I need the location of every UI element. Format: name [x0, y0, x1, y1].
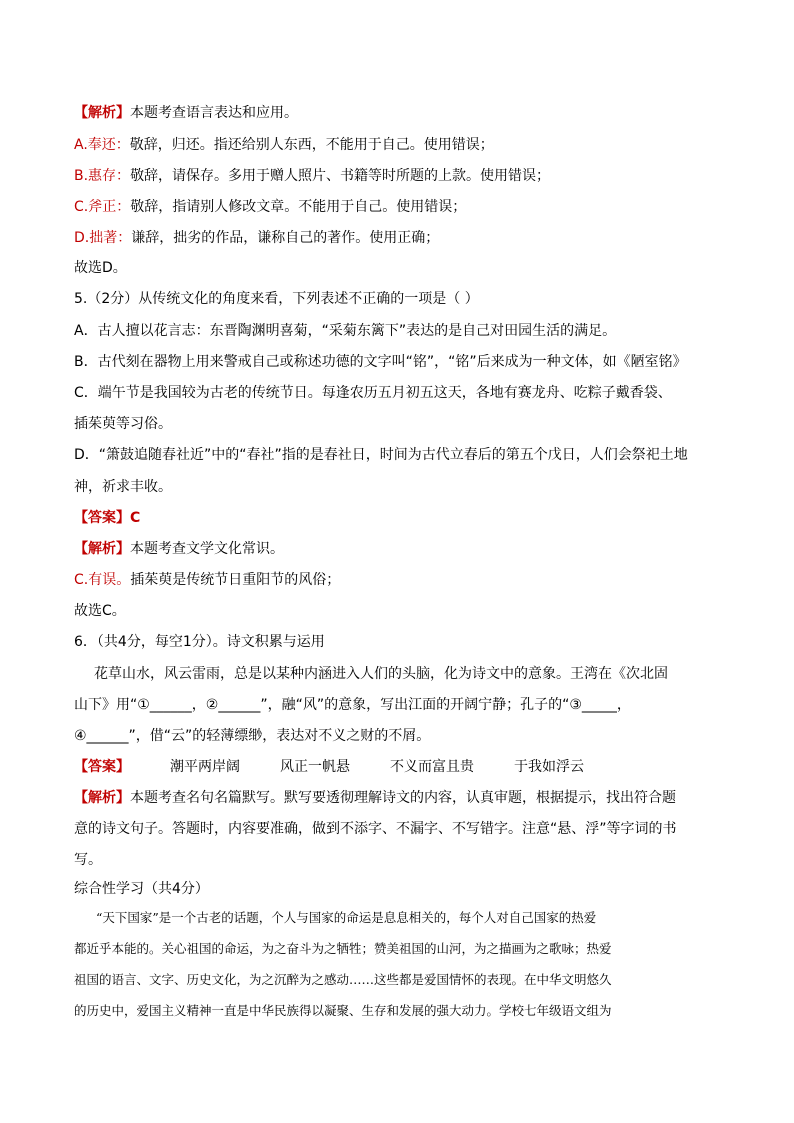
q5-option-c-cont: 插茱萸等习俗。	[74, 416, 172, 432]
q6-analysis-line	[74, 789, 676, 807]
q5-option-d: D．“箫鼓追随春社近”中的“春社”指的是春社日，时间为古代立春后的第五个戊日，人们会祭祀土地	[74, 447, 688, 463]
analysis-item-text: 插茱萸是传统节日重阳节的风俗；	[130, 572, 341, 588]
analysis-item-key: A.奉还：	[74, 137, 130, 153]
answer-tag: 【答案】	[74, 759, 130, 775]
section-heading: 综合性学习（共4分）	[74, 881, 209, 897]
essay-line: “天下国家”是一个古老的话题，个人与国家的命运是息息相关的，每个人对自己国家的热爱	[96, 910, 597, 925]
analysis-item-text: 敬辞，请保存。多用于赠人照片、书籍等时所题的上款。使用错误；	[130, 168, 551, 184]
analysis-conclusion: 故选D。	[74, 260, 127, 276]
analysis-1-line	[74, 104, 298, 122]
answer-value: C	[130, 510, 141, 526]
analysis-item-d	[74, 229, 439, 247]
q6-passage-line: 花草山水，风云雷雨，总是以某种内涵进入人们的头脑，化为诗文中的意象。王湾在《次北固	[94, 666, 668, 682]
q6-passage-line: 山下》用“①______，②______”，融“风”的意象，写出江面的开阔宁静；孔子的“③_____，	[74, 697, 631, 713]
analysis-item-c	[74, 198, 466, 216]
analysis-tag: 【解析】	[74, 105, 130, 121]
question-5-stem: 5.（2分）从传统文化的角度来看，下列表述不正确的一项是（ ）	[74, 291, 479, 307]
question-6-stem: 6．（共4分，每空1分）。诗文积累与运用	[74, 634, 325, 650]
analysis-tag: 【解析】	[74, 790, 130, 806]
analysis-intro: 本题考查文学文化常识。	[130, 541, 284, 557]
analysis-item-a	[74, 136, 494, 154]
answer-item: 于我如浮云	[514, 759, 584, 775]
q6-analysis-cont: 意的诗文句子。答题时，内容要准确，做到不添字、不漏字、不写错字。注意“悬、浮”等字词的书	[74, 821, 677, 837]
analysis-item-key: C.斧正：	[74, 199, 131, 215]
essay-line: 都近乎本能的。关心祖国的命运，为之奋斗为之牺牲；赞美祖国的山河，为之描画为之歌咏；热爱	[74, 941, 612, 956]
analysis-item-text: 敬辞，指请别人修改文章。不能用于自己。使用错误；	[130, 199, 467, 215]
q6-passage-line: ④______”，借“云”的轻薄缥缈，表达对不义之财的不屑。	[74, 728, 431, 744]
answer-item: 不义而富且贵	[390, 759, 474, 775]
answer-item: 风正一帆悬	[280, 759, 350, 775]
q5-option-a: A．古人擅以花言志：东晋陶渊明喜菊，“采菊东篱下”表达的是自己对田园生活的满足。	[74, 323, 617, 339]
analysis-item-key: C.有误。	[74, 572, 131, 588]
analysis-item-b	[74, 167, 550, 185]
analysis-item-key: B.惠存：	[74, 168, 131, 184]
analysis-tag: 【解析】	[74, 541, 130, 557]
analysis-item-text: 谦辞，拙劣的作品，谦称自己的著作。使用正确；	[131, 230, 440, 246]
answer-item: 潮平两岸阔	[170, 759, 240, 775]
analysis-item-key: D.拙著：	[74, 230, 132, 246]
q5-option-b: B．古代刻在器物上用来警戒自己或称述功德的文字叫“铭”，“铭”后来成为一种文体，如《陋室铭》	[74, 354, 687, 370]
q6-answer-line	[74, 758, 584, 776]
q5-analysis-item	[74, 571, 340, 589]
answer-tag: 【答案】	[74, 510, 130, 526]
analysis-intro: 本题考查语言表达和应用。	[130, 105, 298, 121]
q5-conclusion: 故选C。	[74, 603, 126, 619]
analysis-item-text: 敬辞，归还。指还给别人东西，不能用于自己。使用错误；	[129, 137, 494, 153]
q5-answer-line	[74, 509, 140, 527]
essay-line: 祖国的语言、文字、历史文化，为之沉醉为之感动……这些都是爱国情怀的表现。在中华文明悠久	[74, 972, 612, 987]
essay-line: 的历史中，爱国主义精神一直是中华民族得以凝聚、生存和发展的强大动力。学校七年级语文组为	[74, 1003, 612, 1018]
q6-analysis-cont: 写。	[74, 852, 102, 868]
q5-analysis-line	[74, 540, 284, 558]
q5-option-d-cont: 神，祈求丰收。	[74, 479, 172, 495]
analysis-text: 本题考查名句名篇默写。默写要透彻理解诗文的内容，认真审题，根据提示，找出符合题	[130, 790, 676, 806]
q5-option-c: C．端午节是我国较为古老的传统节日。每逢农历五月初五这天，各地有赛龙舟、吃粽子戴香袋、	[74, 385, 672, 401]
